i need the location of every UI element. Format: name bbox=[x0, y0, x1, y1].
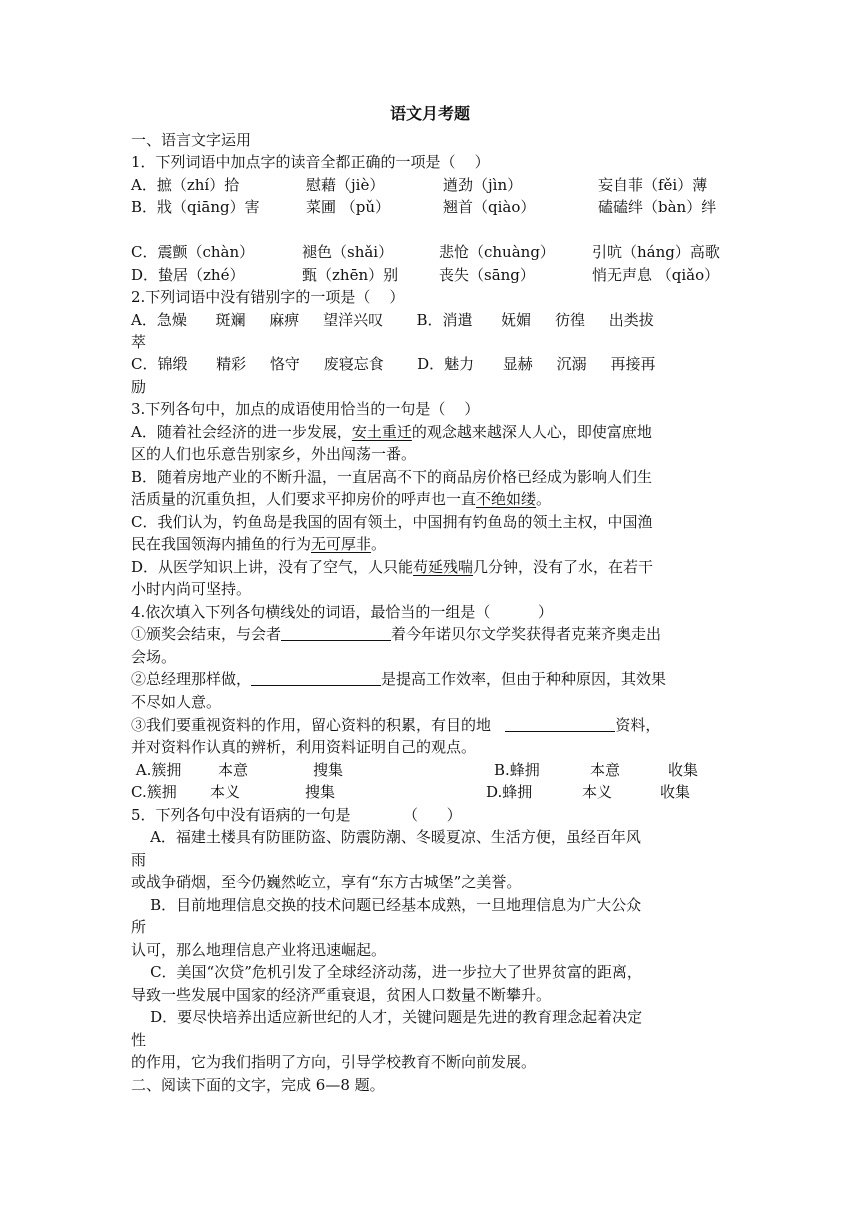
q1-d-word-1: D．蛰居（zhé） bbox=[131, 266, 245, 284]
q1-a-word-1: A．摭（zhí）拾 bbox=[131, 176, 240, 194]
q3-a-idiom: 安土重迁 bbox=[351, 423, 412, 441]
q4-sentence-2-cont: 不尽如人意。 bbox=[131, 693, 222, 711]
q1-b-word-1: B．戕（qiāng）害 bbox=[131, 198, 260, 216]
q4-blank-1[interactable] bbox=[281, 624, 391, 641]
q2-option-a-b: A．急燥 斑斓 麻痹 望洋兴叹 B．消遣 妩媚 彷徨 出类拔 bbox=[131, 311, 654, 329]
q5-option-d-cont-2: 的作用，它为我们指明了方向，引导学校教育不断向前发展。 bbox=[131, 1053, 537, 1071]
q3-d-text: D．从医学知识上讲，没有了空气，人只能 bbox=[131, 558, 414, 576]
q3-c-idiom: 无可厚非 bbox=[311, 535, 372, 553]
q5-option-b: B．目前地理信息交换的技术问题已经基本成熟，一旦地理信息为广大公众 bbox=[131, 896, 642, 914]
q1-stem: 1．下列词语中加点字的读音全都正确的一项是（ ） bbox=[131, 153, 490, 171]
q5-option-c: C．美国“次贷”危机引发了全球经济动荡，进一步拉大了世界贫富的距离， bbox=[131, 963, 642, 981]
q4-sentence-3-cont: 并对资料作认真的辨析，利用资料证明自己的观点。 bbox=[131, 738, 477, 756]
q3-option-a-cont: 区的人们也乐意告别家乡，外出闯荡一番。 bbox=[131, 445, 417, 463]
q3-option-b: B．随着房地产业的不断升温，一直居高不下的商品房价格已经成为影响人们生 bbox=[131, 468, 653, 486]
q1-c-word-1: C．震颤（chàn） bbox=[131, 243, 255, 261]
q3-b-text-end: 。 bbox=[536, 490, 552, 508]
q1-a-word-3: 遒劲（jìn） bbox=[443, 176, 523, 194]
q3-option-d-cont: 小时内尚可坚持。 bbox=[131, 580, 252, 598]
q3-option-c: C．我们认为，钓鱼岛是我国的固有领土，中国拥有钓鱼岛的领土主权，中国渔 bbox=[131, 513, 653, 531]
q3-stem: 3.下列各句中，加点的成语使用恰当的一句是（ ） bbox=[131, 400, 480, 418]
q4-d-word-1: D.蜂拥 bbox=[486, 783, 533, 801]
q1-c-word-4: 引吭（háng）高歌 bbox=[592, 243, 720, 261]
q4-sentence-3 bbox=[131, 714, 660, 736]
q4-a-word-2: 本意 bbox=[218, 761, 249, 779]
q4-c-word-3: 搜集 bbox=[305, 783, 336, 801]
q4-s2-text-end: 是提高工作效率，但由于种种原因，其效果 bbox=[381, 670, 667, 688]
q3-d-idiom: 苟延残喘 bbox=[413, 558, 474, 576]
q1-c-word-2: 褪色（shǎi） bbox=[302, 243, 394, 261]
q2-option-c-d: C．锦缎 精彩 恪守 废寝忘食 D．魅力 显赫 沉溺 再接再 bbox=[131, 355, 656, 373]
section-heading-2: 二、阅读下面的文字，完成 6—8 题。 bbox=[131, 1076, 385, 1094]
page-title: 语文月考题 bbox=[389, 104, 470, 123]
q5-option-d: D．要尽快培养出适应新世纪的人才，关键问题是先进的教育理念起着决定 bbox=[131, 1008, 643, 1026]
q1-c-word-3: 悲怆（chuàng） bbox=[439, 243, 555, 261]
q3-a-text-end: 的观念越来越深人人心，即使富庶地 bbox=[411, 423, 652, 441]
q5-option-c-cont: 导致一些发展中国家的经济严重衰退，贫困人口数量不断攀升。 bbox=[131, 986, 552, 1004]
q4-c-word-2: 本义 bbox=[210, 783, 241, 801]
q3-c-text-end: 。 bbox=[371, 535, 387, 553]
q3-option-a bbox=[131, 421, 652, 443]
q4-s2-text: ②总经理那样做， bbox=[131, 670, 252, 688]
q4-b-word-3: 收集 bbox=[668, 761, 699, 779]
q1-a-word-4: 妄自菲（fěi）薄 bbox=[598, 176, 708, 194]
q1-b-word-4: 磕磕绊（bàn）绊 bbox=[598, 198, 717, 216]
q5-option-b-cont-2: 认可，那么地理信息产业将迅速崛起。 bbox=[131, 941, 387, 959]
q3-b-text: 活质量的沉重负担，人们要求平抑房价的呼声也一直 bbox=[131, 490, 477, 508]
q4-stem: 4.依次填入下列各句横线处的词语，最恰当的一组是（ ） bbox=[131, 603, 553, 621]
q1-b-word-2: 菜圃 （pǔ） bbox=[306, 198, 391, 216]
q3-d-text-end: 几分钟，没有了水，在若干 bbox=[473, 558, 654, 576]
q4-sentence-2 bbox=[131, 668, 666, 690]
q1-b-word-3: 翘首（qiào） bbox=[443, 198, 536, 216]
q2-option-b-cont: 萃 bbox=[131, 333, 147, 351]
q4-d-word-2: 本义 bbox=[582, 783, 613, 801]
q4-b-word-1: B.蜂拥 bbox=[494, 761, 540, 779]
section-heading-1: 一、语言文字运用 bbox=[131, 131, 252, 149]
q4-c-word-1: C.簇拥 bbox=[131, 783, 177, 801]
q2-option-d-cont: 励 bbox=[131, 378, 147, 396]
q5-option-a-cont-2: 或战争硝烟，至今仍巍然屹立，享有“东方古城堡”之美誉。 bbox=[131, 873, 522, 891]
q4-s3-text: ③我们要重视资料的作用，留心资料的积累，有目的地 bbox=[131, 716, 506, 734]
q1-d-word-4: 悄无声息 （qiǎo） bbox=[592, 266, 720, 284]
q4-sentence-1 bbox=[131, 623, 661, 645]
q4-blank-3[interactable] bbox=[505, 715, 615, 732]
q5-option-b-cont-1: 所 bbox=[131, 918, 147, 936]
q3-option-c-cont bbox=[131, 533, 386, 555]
q5-option-a-cont-1: 雨 bbox=[131, 851, 147, 869]
q2-stem: 2.下列词语中没有错别字的一项是（ ） bbox=[131, 288, 405, 306]
q4-s3-text-end: 资料， bbox=[615, 716, 661, 734]
q1-a-word-2: 慰藉（jiè） bbox=[306, 176, 385, 194]
q4-s1-text: ①颁奖会结束，与会者 bbox=[131, 625, 282, 643]
q4-b-word-2: 本意 bbox=[590, 761, 621, 779]
q1-d-word-2: 甄（zhēn）别 bbox=[302, 266, 399, 284]
q4-s1-text-end: 着今年诺贝尔文学奖获得者克莱齐奥走出 bbox=[391, 625, 662, 643]
q3-option-b-cont bbox=[131, 488, 551, 510]
q5-stem: 5．下列各句中没有语病的一句是 （ ） bbox=[131, 806, 462, 824]
q3-c-text: 民在我国领海内捕鱼的行为 bbox=[131, 535, 312, 553]
q4-a-word-1: A.簇拥 bbox=[131, 761, 182, 779]
q4-d-word-3: 收集 bbox=[660, 783, 691, 801]
q5-option-d-cont-1: 性 bbox=[131, 1031, 147, 1049]
q4-a-word-3: 搜集 bbox=[313, 761, 344, 779]
q5-option-a: A．福建土楼具有防匪防盗、防震防潮、冬暖夏凉、生活方便，虽经百年风 bbox=[131, 828, 641, 846]
q3-b-idiom: 不绝如缕 bbox=[476, 490, 537, 508]
q1-d-word-3: 丧失（sāng） bbox=[439, 266, 535, 284]
q3-a-text: A．随着社会经济的进一步发展， bbox=[131, 423, 352, 441]
q4-sentence-1-cont: 会场。 bbox=[131, 648, 177, 666]
q4-blank-2[interactable] bbox=[251, 669, 381, 686]
q3-option-d bbox=[131, 556, 653, 578]
